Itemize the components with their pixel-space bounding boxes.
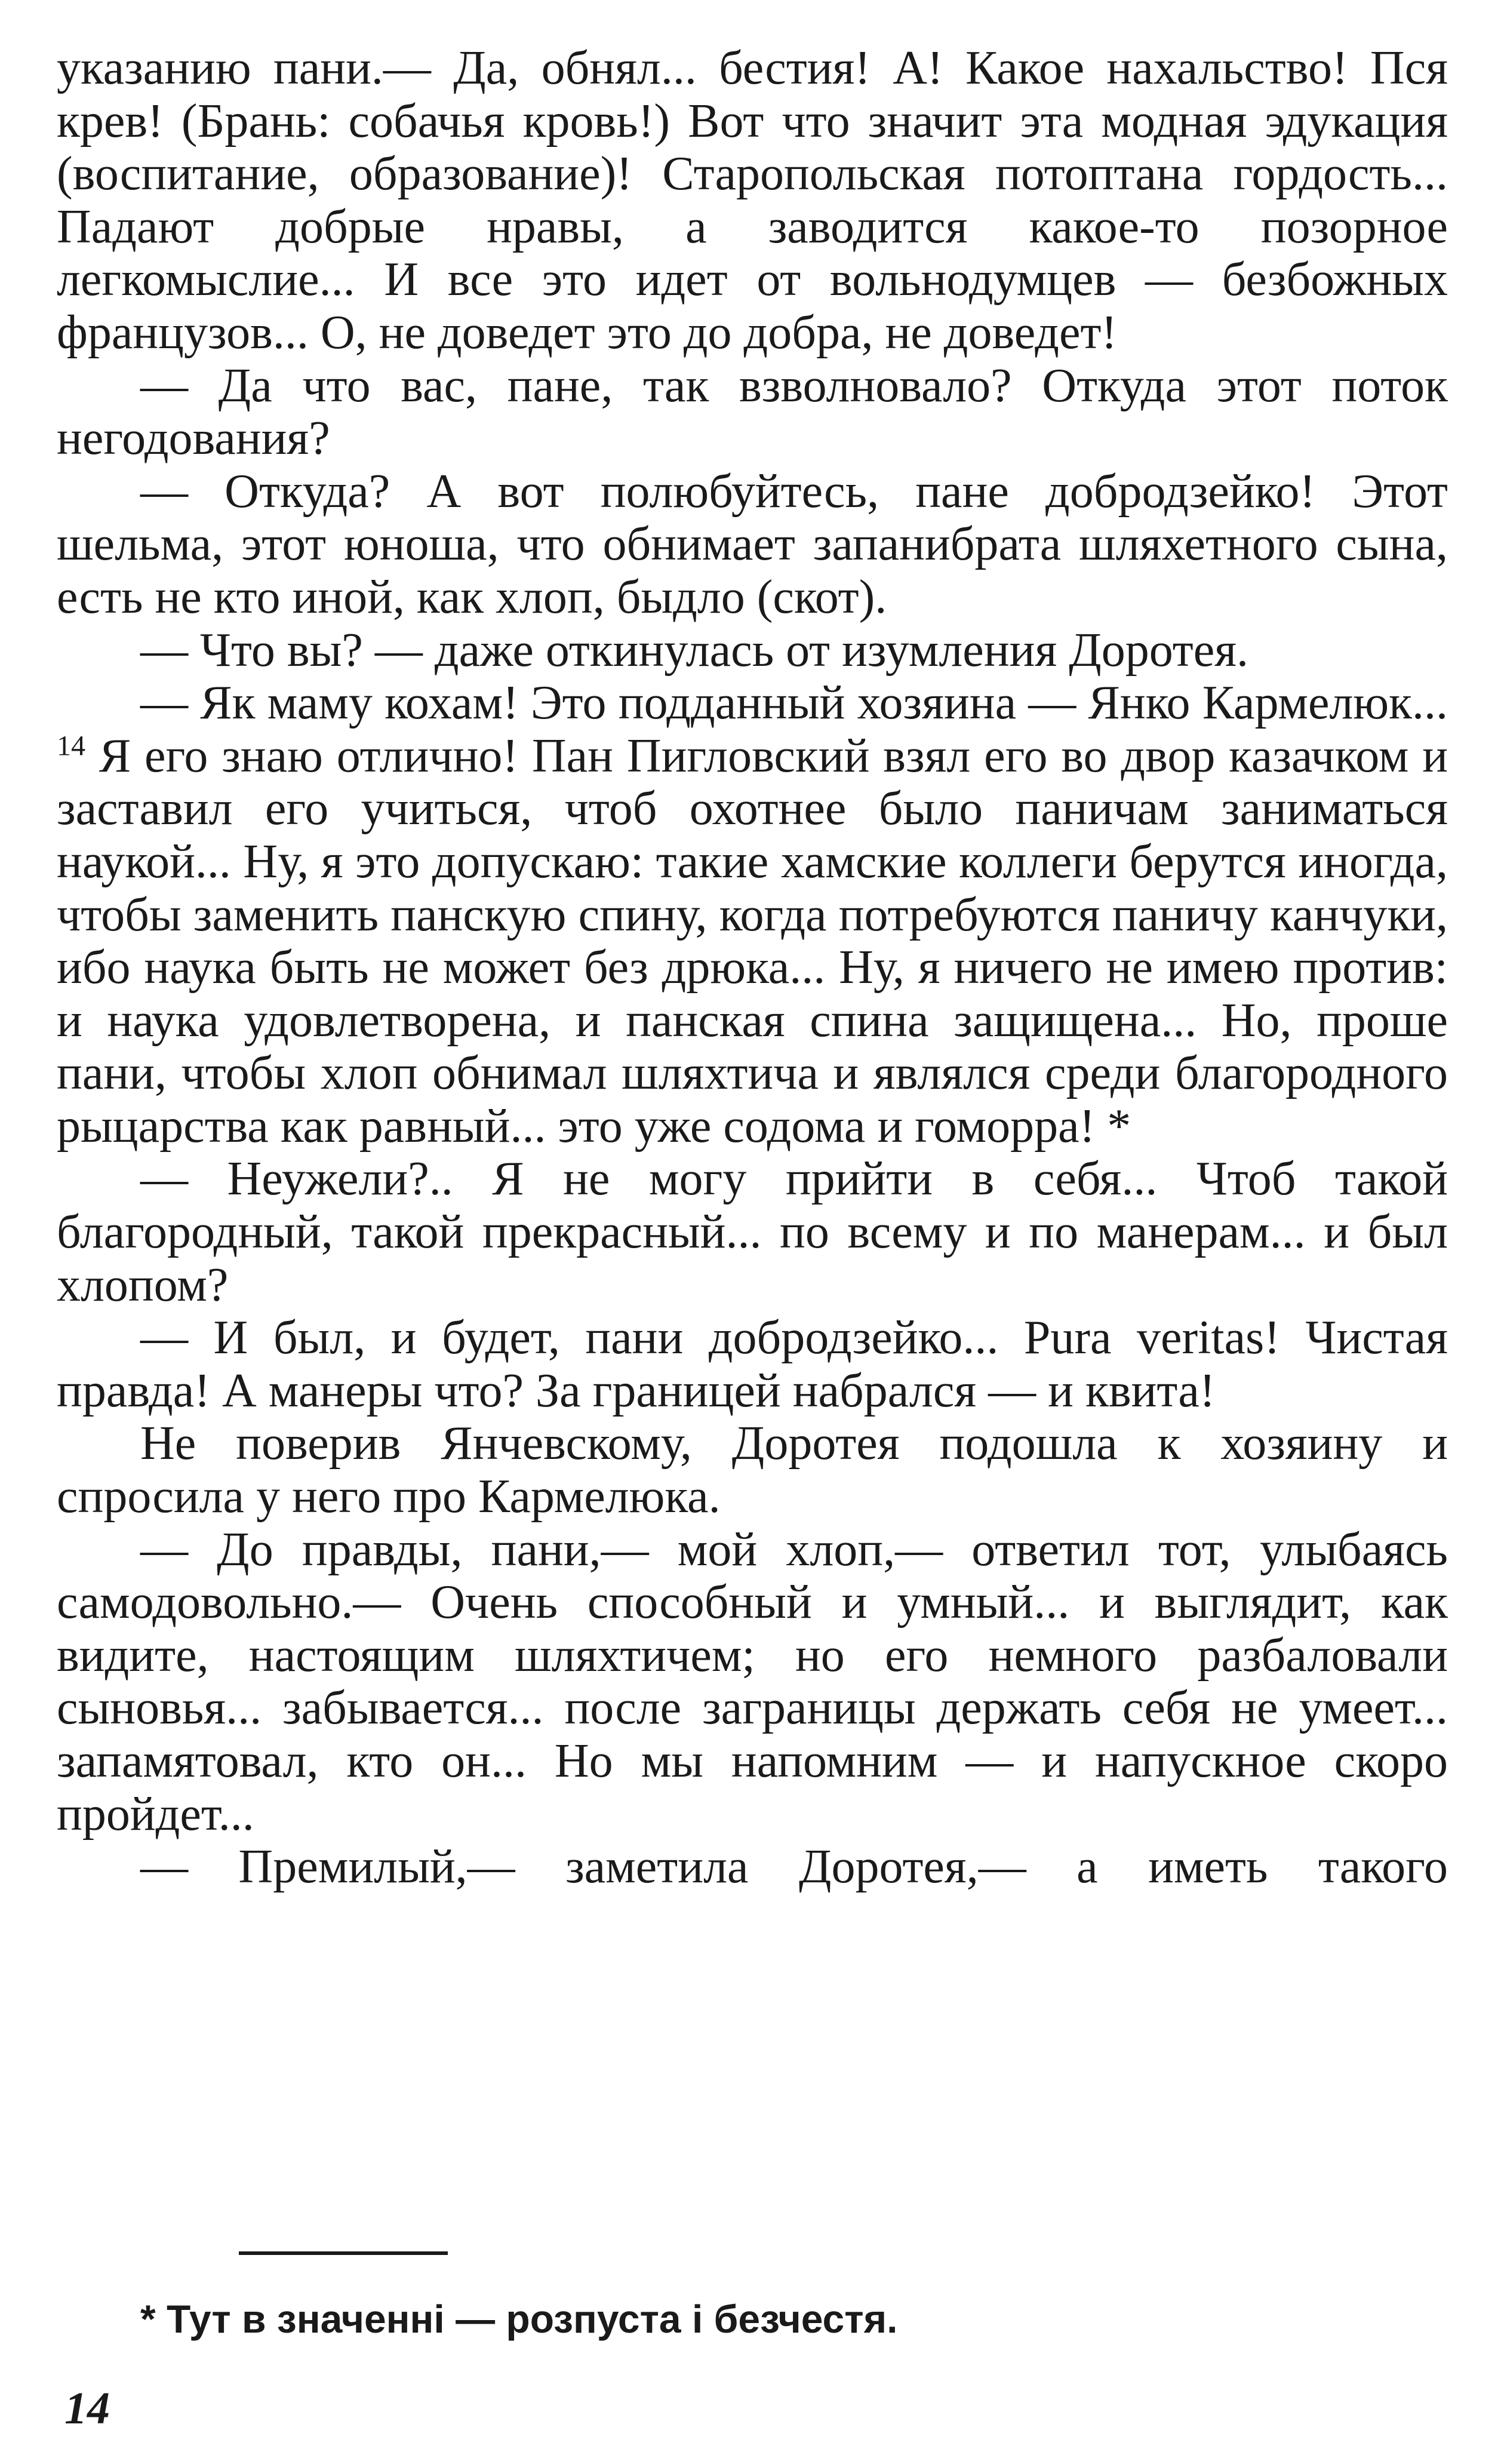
paragraph-6: — Неужели?.. Я не могу прийти в себя... Чтоб такой благородный, такой прекрасный... по всему и по манерам... и был хлопом? <box>57 1153 1448 1311</box>
paragraph-9: — До правды, пани,— мой хлоп,— ответил тот, улыбаясь самодовольно.— Очень способный и умный... и выглядит, как видите, настоящим шляхтичем; но его немного разбаловали сыновья... забывается... после заграницы держать себя не умеет... запамятовал, кто он... Но мы напомним — и напускное скоро пройдет... <box>57 1523 1448 1841</box>
paragraph-5 <box>57 677 1448 1153</box>
main-text <box>57 42 1448 1894</box>
paragraph-2: — Да что вас, пане, так взволновало? Откуда этот поток негодования? <box>57 359 1448 465</box>
paragraph-3: — Откуда? А вот полюбуйтесь, пане добродзейко! Этот шельма, этот юноша, что обнимает запанибрата шляхетного сына, есть не кто иной, как хлоп, быдло (скот). <box>57 465 1448 623</box>
paragraph-7: — И был, и будет, пани добродзейко... Pura veritas! Чистая правда! А манеры что? За границей набрался — и квита! <box>57 1311 1448 1417</box>
endnote-reference: 14 <box>57 730 85 762</box>
footnote: * Тут в значенні — розпуста і безчестя. <box>140 2297 898 2341</box>
paragraph-4: — Что вы? — даже откинулась от изумления Доротея. <box>140 623 1249 677</box>
paragraph-8: Не поверив Янчевскому, Доротея подошла к хозяину и спросила у него про Кармелюка. <box>57 1417 1448 1523</box>
page-number: 14 <box>64 2383 110 2434</box>
paragraph-10: — Премилый,— заметила Доротея,— а иметь такого <box>140 1841 1448 1894</box>
paragraph-5-start: — Як маму кохам! Это подданный хозяина — Янко Кармелюк... <box>140 677 1448 730</box>
footnote-divider <box>239 2251 448 2255</box>
page-body <box>57 42 1448 1894</box>
paragraph-1: указанию пани.— Да, обнял... бестия! А! Какое нахальство! Пся крев! (Брань: собачья кровь!) Вот что значит эта модная эдукация (воспитание, образование)! Старопольская потоптана гордость... Падают добрые нравы, а заводится какое-то позорное легкомыслие... И все это идет от вольнодумцев — безбожных французов... О, не доведет это до добра, не доведет! <box>57 42 1448 359</box>
paragraph-5-rest: Я его знаю отлично! Пан Пигловский взял его во двор казачком и заставил его учиться, чтоб охотнее было паничам заниматься наукой... Ну, я это допускаю: такие хамские коллеги берутся иногда, чтобы заменить панскую спину, когда потребуются паничу канчуки, ибо наука быть не может без дрюка... Ну, я ничего не имею против: и наука удовлетворена, и панская спина защищена... Но, проше пани, чтобы хлоп обнимал шляхтича и являлся среди благородного рыцарства как равный... это уже содома и гоморра! * <box>57 729 1448 1153</box>
